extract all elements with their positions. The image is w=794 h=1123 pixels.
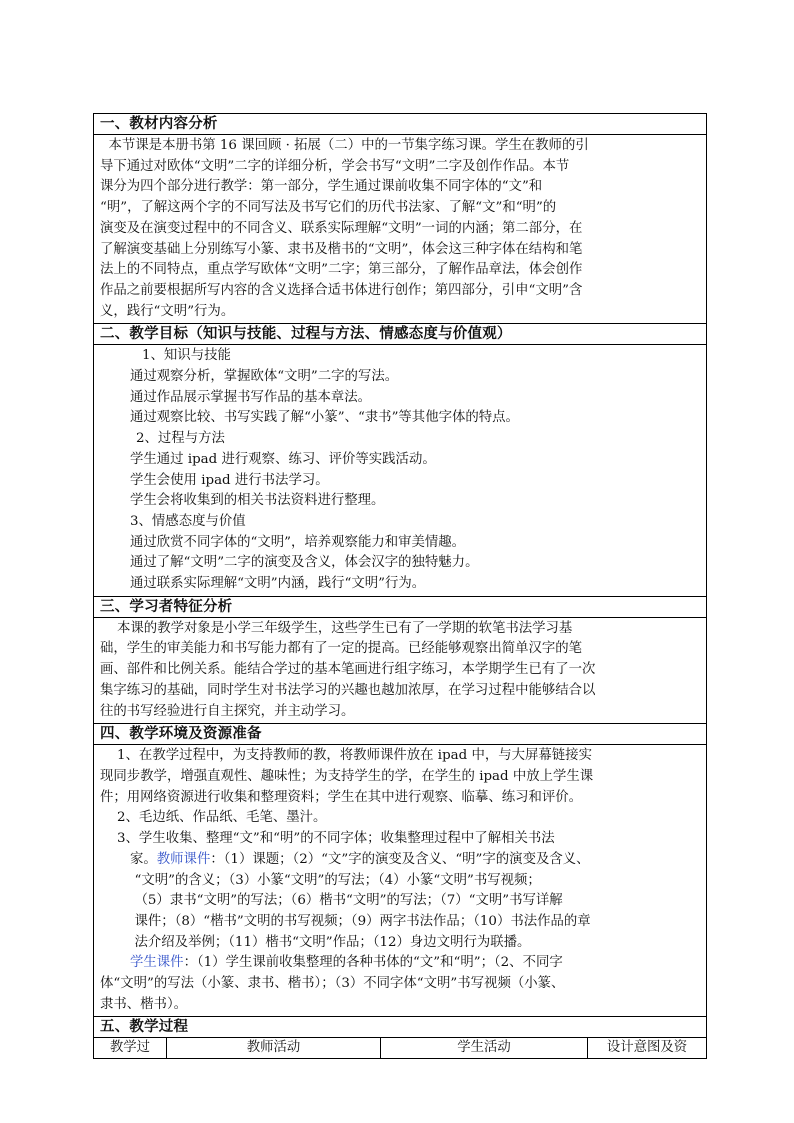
subheading-process: 2、过程与方法	[136, 431, 225, 447]
text-line: “文明”的含义；（3）小篆“文明”的写法；（4）小篆“文明”书写视频；	[126, 872, 541, 888]
section-body-1	[94, 134, 706, 323]
text-line: （5）隶书“文明”的写法；（6）楷书“文明”的写法；（7）“文明”书写详解	[126, 893, 563, 909]
subheading-knowledge: 1、知识与技能	[142, 348, 231, 364]
text-line: 础，学生的审美能力和书写能力都有了一定的提高。已经能够观察出简单汉字的笔	[100, 641, 583, 657]
text-fragment: ：（1）课题；（2）“文”字的演变及含义、“明”字的演变及含义、	[210, 851, 590, 867]
text-line: 集字练习的基础，同时学生对书法学习的兴趣也越加浓厚，在学习过程中能够结合以	[100, 682, 596, 698]
text-line: 演变及在演变过程中的不同含义、联系实际理解“文明”一词的内涵；第二部分，在	[100, 220, 583, 236]
section-title-4: 四、教学环境及资源准备	[94, 723, 706, 744]
lesson-plan-table	[93, 113, 707, 1059]
text-fragment: ：（1）学生课前收集整理的各种书体的“文”和“明”；（2、不同字	[183, 955, 563, 971]
section-body-4	[94, 744, 706, 1016]
section-title-3: 三、学习者特征分析	[94, 596, 706, 617]
objective-item: 通过欣赏不同字体的“文明”，培养观察能力和审美情趣。	[130, 534, 466, 550]
student-courseware-label: 学生课件	[130, 955, 184, 971]
subheading-emotion: 3、情感态度与价值	[130, 513, 246, 529]
objective-item: 学生会将收集到的相关书法资料进行整理。	[130, 493, 385, 509]
text-line: 往的书写经验进行自主探究，并主动学习。	[100, 703, 355, 719]
teacher-courseware-label: 教师课件	[156, 851, 211, 867]
objective-item: 通过观察分析，掌握欧体“文明”二字的写法。	[130, 369, 399, 385]
text-line: “明”，了解这两个字的不同写法及书写它们的历代书法家、了解“文”和“明”的	[100, 200, 557, 216]
text-line: 了解演变基础上分别练写小篆、隶书及楷书的“文明”，体会这三种字体在结构和笔	[100, 241, 583, 257]
teacher-courseware-line	[100, 850, 703, 871]
text-line: 本课的教学对象是小学三年级学生，这些学生已有了一学期的软笔书法学习基	[100, 620, 573, 636]
text-line: 法介绍及举例；（11）楷书“文明”作品；（12）身边文明行为联播。	[126, 934, 531, 950]
text-line: 1、在教学过程中，为支持教师的教，将教师课件放在 ipad 中，与大屏幕链接实	[100, 748, 592, 764]
text-line: 现同步教学，增强直观性、趣味性；为支持学生的学，在学生的 ipad 中放上学生课	[100, 768, 594, 784]
objective-item: 通过作品展示掌握书写作品的基本章法。	[130, 389, 372, 405]
text-line: 画、部件和比例关系。能结合学过的基本笔画进行组字练习，本学期学生已有了一次	[100, 662, 596, 678]
process-table-header	[94, 1037, 706, 1059]
section-title-1: 一、教材内容分析	[94, 113, 706, 134]
section-title-2: 二、教学目标（知识与技能、过程与方法、情感态度与价值观）	[94, 323, 706, 344]
text-line: 作品之前要根据所写内容的含义选择合适书体进行创作；第四部分，引申“文明”含	[100, 282, 583, 298]
column-header-student: 学生活动	[381, 1038, 588, 1058]
column-header-design: 设计意图及资	[606, 1040, 688, 1056]
column-header-stage: 教学过	[94, 1038, 167, 1058]
section-body-3	[94, 617, 706, 724]
text-line: 课件；（8）“楷书”文明的书写视频；（9）两字书法作品；（10）书法作品的章	[126, 913, 591, 929]
student-courseware-line	[100, 953, 703, 974]
text-line: 法上的不同特点，重点学写欧体“文明”二字；第三部分，了解作品章法，体会创作	[100, 262, 583, 278]
objective-item: 通过联系实际理解“文明”内涵，践行“文明”行为。	[130, 576, 426, 592]
text-fragment: 家。	[130, 851, 157, 867]
text-line: 2、毛边纸、作品纸、毛笔、墨汁。	[100, 810, 327, 826]
text-line: 导下通过对欧体“文明”二字的详细分析，学会书写“文明”二字及创作作品。本节	[100, 158, 570, 174]
objective-item: 通过观察比较、书写实践了解“小篆”、“隶书”等其他字体的特点。	[130, 410, 519, 426]
column-header-teacher: 教师活动	[167, 1038, 381, 1058]
text-line: 3、学生收集、整理“文”和“明”的不同字体；收集整理过程中了解相关书法	[100, 831, 555, 847]
text-line: 件；用网络资源进行收集和整理资料；学生在其中进行观察、临摹、练习和评价。	[100, 789, 583, 805]
objective-item: 学生通过 ipad 进行观察、练习、评价等实践活动。	[130, 451, 436, 467]
text-line: 体“文明”的写法（小篆、隶书、楷书）；（3）不同字体“文明”书写视频（小篆、	[100, 976, 565, 992]
text-line: 课分为四个部分进行教学：第一部分，学生通过课前收集不同字体的“文”和	[100, 179, 543, 195]
text-line: 义，践行“文明”行为。	[100, 303, 235, 319]
section-body-2	[94, 344, 706, 595]
text-line: 隶书、楷书）。	[100, 996, 188, 1012]
objective-item: 学生会使用 ipad 进行书法学习。	[130, 472, 329, 488]
section-title-5: 五、教学过程	[94, 1016, 706, 1037]
objective-item: 通过了解“文明”二字的演变及含义，体会汉字的独特魅力。	[130, 555, 479, 571]
text-line: 本节课是本册书第 16 课回顾 · 拓展（二）中的一节集字练习课。学生在教师的引	[100, 138, 589, 153]
